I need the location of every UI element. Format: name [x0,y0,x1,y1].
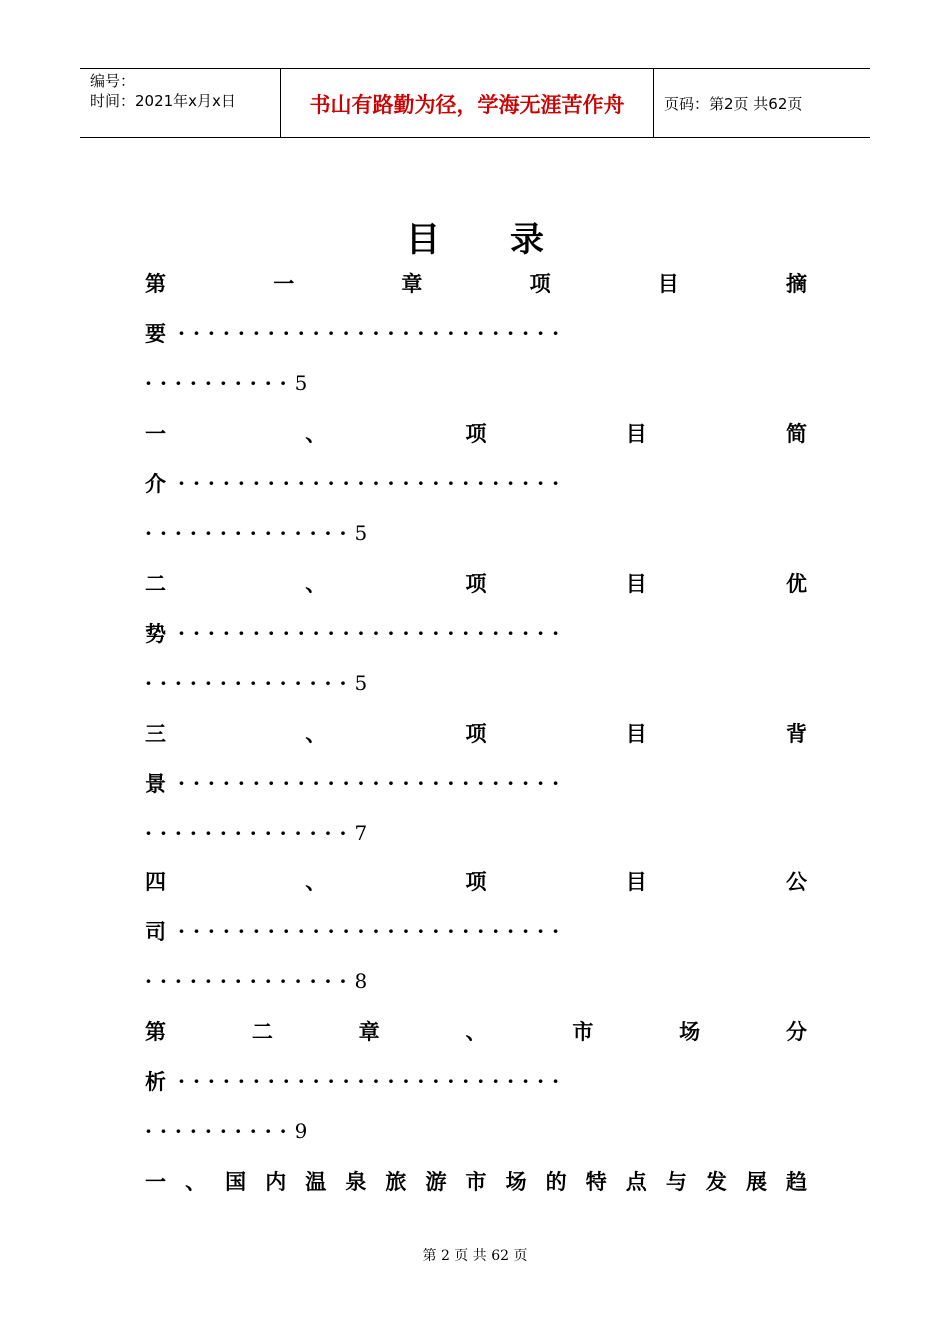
toc-heading-char: 旅 [385,1170,407,1194]
toc-heading-char: 场 [679,1020,701,1044]
toc-heading-char: 展 [745,1170,767,1194]
toc-heading-char: 项 [465,722,487,746]
toc-leader-line [145,618,567,648]
toc-heading-char: 项 [529,272,551,296]
toc-heading-char: 市 [572,1020,594,1044]
header-meta-cell [80,69,281,137]
toc-page-line [145,1116,307,1146]
toc-heading-char: 章 [401,272,423,296]
header-page-cell [654,69,870,137]
toc-dot-leader: ·········· [145,1119,295,1143]
toc-heading-tail: 介 [145,472,166,496]
toc-heading-char: 三 [145,722,166,746]
toc-heading-char: 、 [305,870,327,894]
toc-page-number: 5 [354,671,368,695]
toc-heading-char: 目 [625,422,647,446]
header-motto-cell [281,69,654,137]
toc-heading-row [145,268,807,298]
toc-heading-tail: 析 [145,1070,166,1094]
toc-dot-leader: ·························· [178,321,568,345]
toc-heading-row [145,568,807,598]
toc-heading-char: 、 [305,422,327,446]
toc-heading-char: 、 [465,1020,487,1044]
header-table [80,68,870,138]
toc-heading-char: 二 [145,572,166,596]
toc-dot-leader: ·························· [178,621,568,645]
toc-leader-line [145,468,567,498]
toc-heading-char: 公 [786,870,807,894]
toc-heading-char: 简 [786,422,807,446]
page-title [0,212,950,261]
toc-heading-char: 游 [425,1170,447,1194]
toc-heading-char: 一 [145,422,166,446]
toc-heading-char: 项 [465,422,487,446]
toc-heading-row [145,866,807,896]
toc-heading-char: 二 [251,1020,273,1044]
toc-heading-row [145,1166,807,1196]
toc-leader-line [145,318,567,348]
toc-page-number: 9 [294,1119,308,1143]
toc-page-line [145,818,367,848]
toc-heading-char: 项 [465,572,487,596]
toc-dot-leader: ·············· [145,821,355,845]
toc-heading-row [145,1016,807,1046]
toc-heading-row [145,418,807,448]
toc-heading-char: 温 [305,1170,327,1194]
toc-dot-leader: ·························· [178,771,568,795]
toc-dot-leader: ·········· [145,371,295,395]
toc-heading-char: 章 [358,1020,380,1044]
page-footer: 第 2 页 共 62 页 [422,1248,528,1264]
toc-heading-char: 目 [625,572,647,596]
toc-heading-char: 、 [185,1170,207,1194]
toc-heading-tail: 景 [145,772,166,796]
toc-heading-row [145,718,807,748]
toc-heading-char: 四 [145,870,166,894]
toc-heading-char: 泉 [345,1170,367,1194]
toc-heading-tail: 要 [145,322,166,346]
toc-heading-char: 背 [786,722,807,746]
toc-heading-char: 、 [305,572,327,596]
toc-heading-char: 优 [786,572,807,596]
toc-heading-char: 第 [145,272,166,296]
toc-heading-char: 目 [657,272,679,296]
toc-page-line [145,668,367,698]
toc-heading-char: 特 [585,1170,607,1194]
page-info: 页码：第2页 共62页 [664,94,803,113]
toc-heading-char: 场 [505,1170,527,1194]
toc-page-line [145,368,307,398]
time-label: 时间：2021年x月x日 [90,92,236,110]
toc-page-number: 7 [354,821,368,845]
toc-heading-char: 的 [545,1170,567,1194]
toc-page-number: 5 [354,521,368,545]
title-char-1: 目 [406,220,440,260]
toc-heading-tail: 势 [145,622,166,646]
toc-dot-leader: ·························· [178,919,568,943]
toc-heading-char: 一 [273,272,295,296]
toc-page-line [145,518,367,548]
toc-dot-leader: ·············· [145,521,355,545]
toc-heading-char: 趋 [786,1170,807,1194]
motto-text: 书山有路勤为径，学海无涯苦作舟 [309,93,625,117]
toc-heading-char: 目 [625,870,647,894]
toc-heading-char: 项 [465,870,487,894]
toc-heading-char: 摘 [785,272,807,296]
toc-heading-char: 分 [785,1020,807,1044]
toc-heading-char: 国 [225,1170,247,1194]
toc-dot-leader: ·························· [178,471,568,495]
toc-page-number: 8 [354,969,368,993]
toc-heading-tail: 司 [145,920,166,944]
toc-page-number: 5 [294,371,308,395]
toc-dot-leader: ·············· [145,671,355,695]
toc-leader-line [145,916,567,946]
toc-dot-leader: ·························· [178,1069,568,1093]
toc-leader-line [145,768,567,798]
toc-heading-char: 与 [665,1170,687,1194]
toc-heading-char: 一 [145,1170,166,1194]
toc-dot-leader: ·············· [145,969,355,993]
toc-page-line [145,966,367,996]
toc-heading-char: 第 [145,1020,166,1044]
toc-leader-line [145,1066,567,1096]
toc-heading-char: 目 [625,722,647,746]
toc-heading-char: 市 [465,1170,487,1194]
toc-heading-char: 、 [305,722,327,746]
toc-heading-char: 内 [265,1170,287,1194]
toc-heading-char: 发 [705,1170,727,1194]
toc-heading-char: 点 [625,1170,647,1194]
title-char-2: 录 [510,220,544,260]
number-label: 编号： [90,72,136,90]
